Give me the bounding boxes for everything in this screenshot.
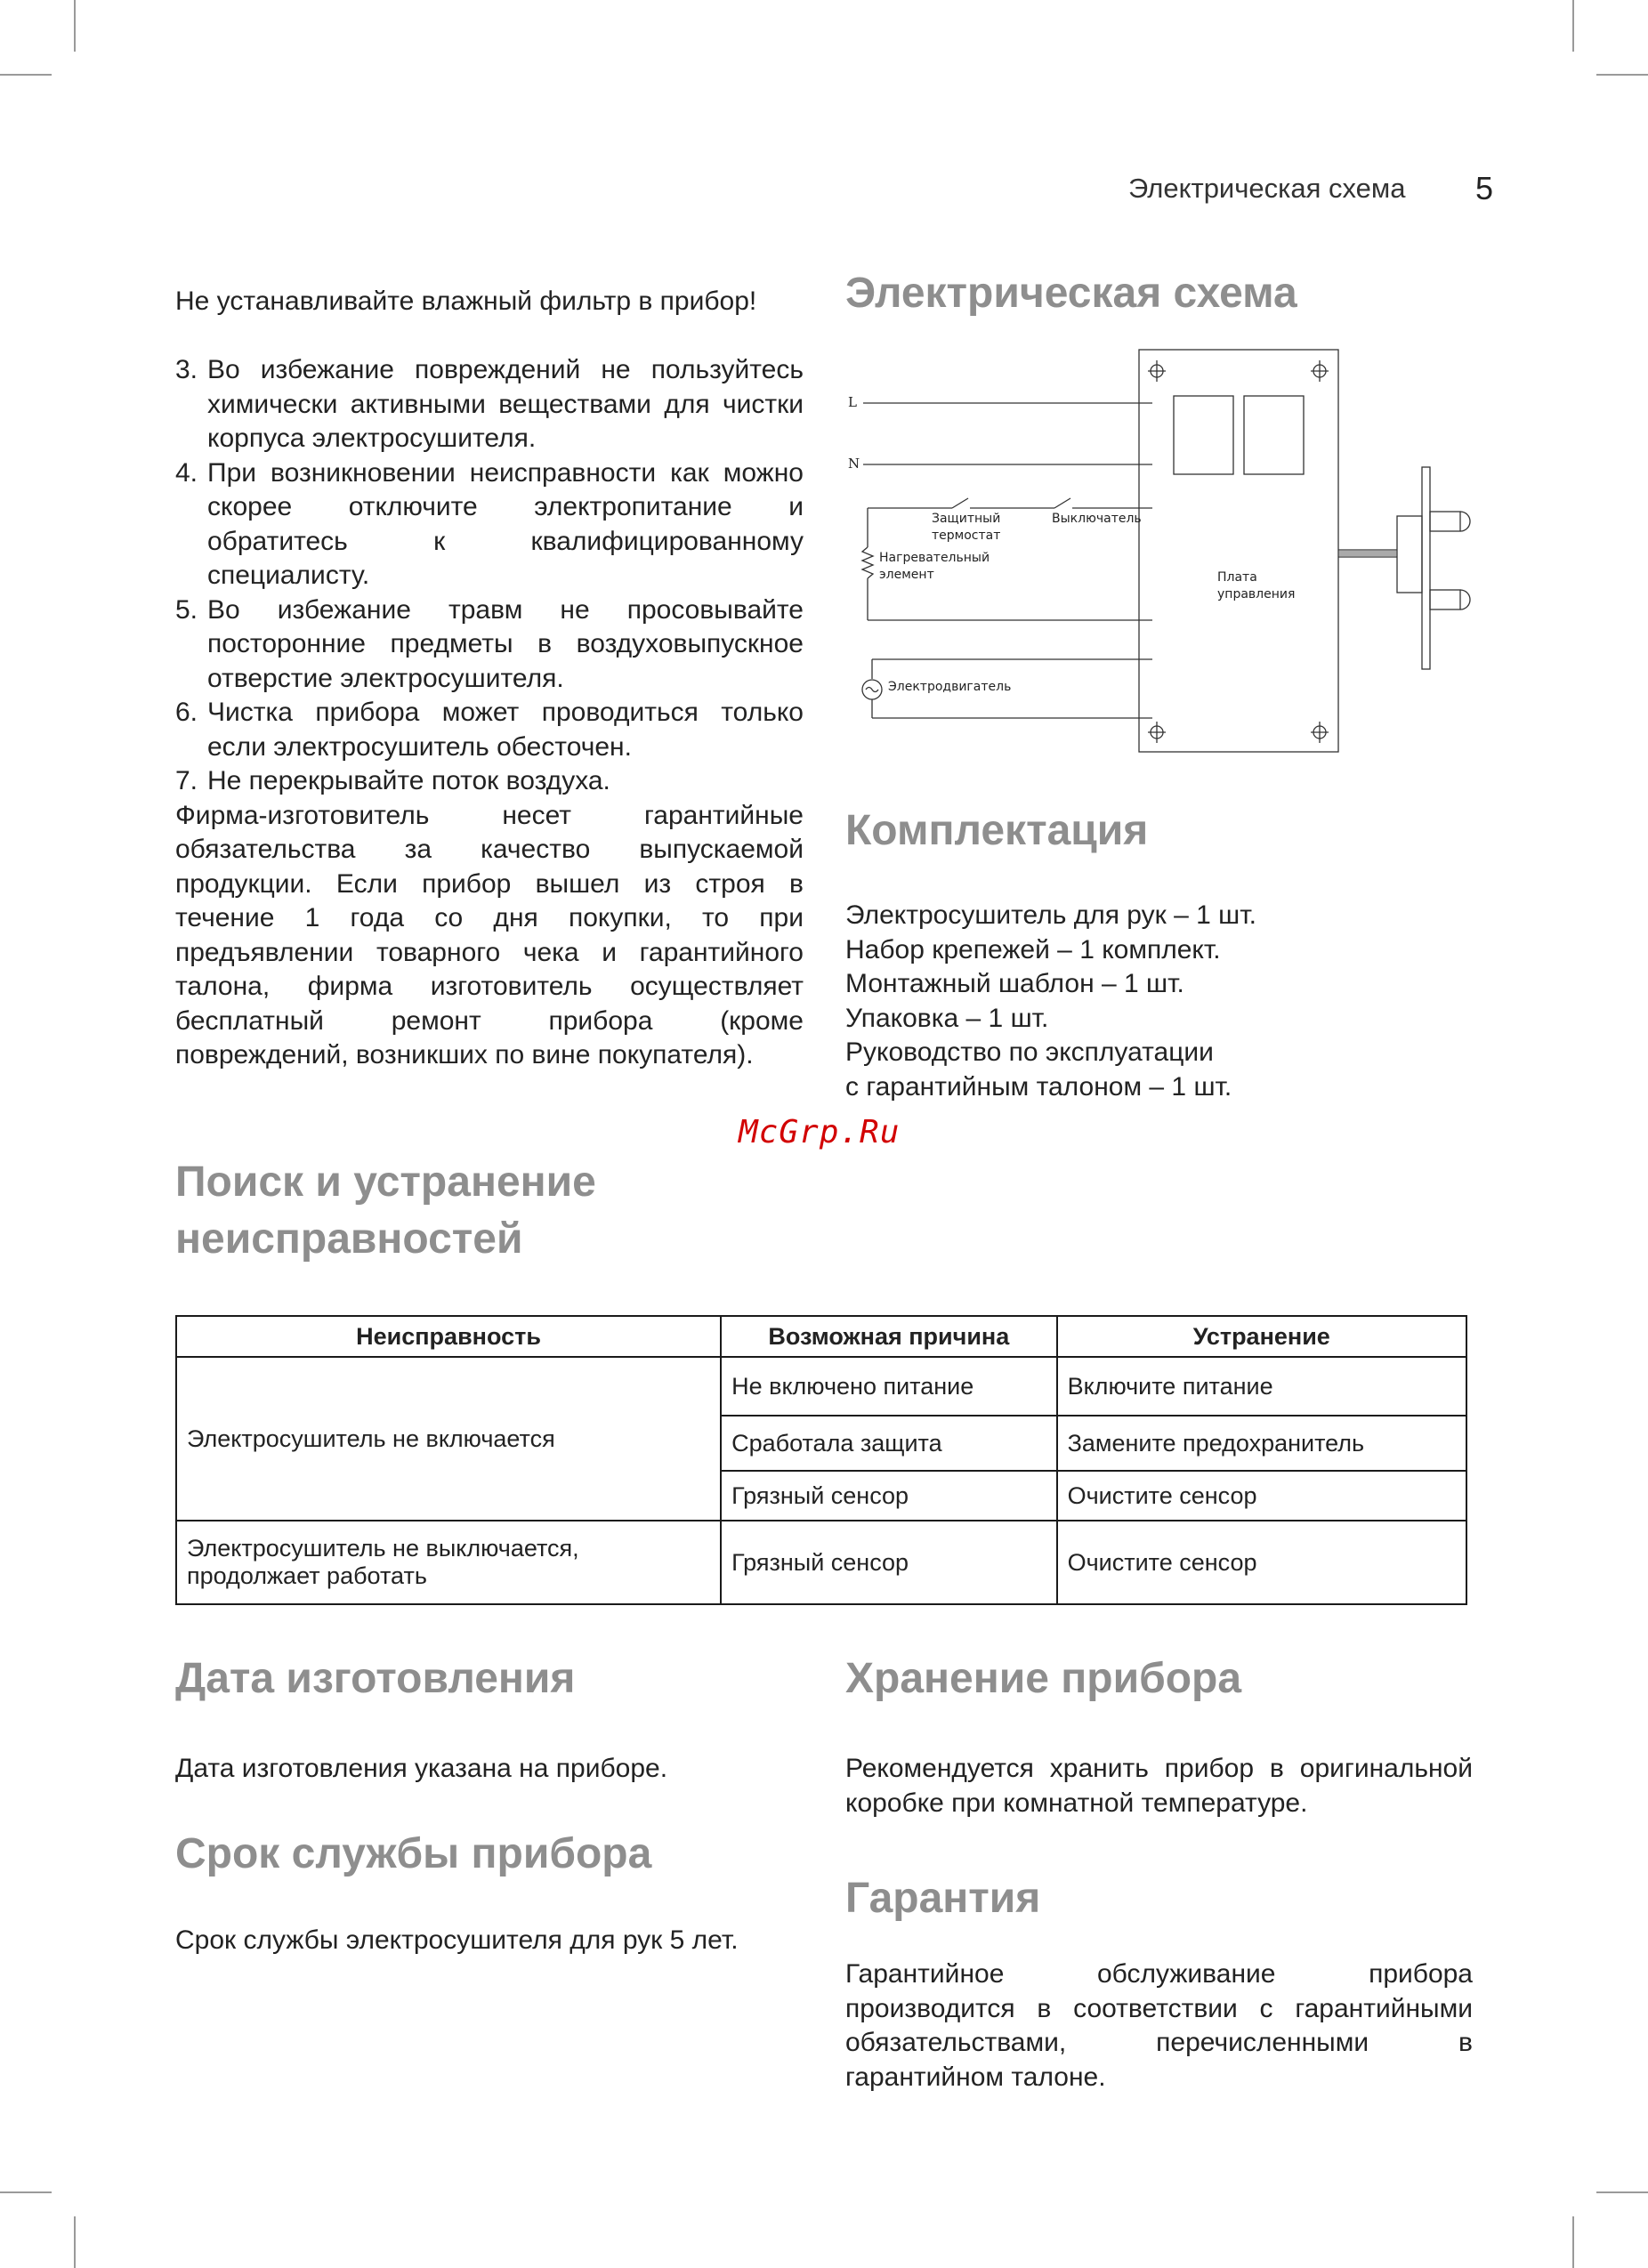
list-item: 4. При возникновении неисправности как можно скорее отключите электропитание и обратитесь к квалифицированному специалисту. (175, 457, 804, 590)
warranty-text: Гарантийное обслуживание прибора производится в соответствии с гарантийными обязательствами, перечисленными в гарантийном талоне. (845, 1959, 1473, 2092)
heater-label: элемент (879, 568, 934, 582)
page-number: 5 (1475, 170, 1494, 206)
relay-block (1244, 396, 1304, 474)
storage-text: Рекомендуется хранить прибор в оригинальной коробке при комнатной температуре. (845, 1754, 1473, 1818)
board-label: Плата (1217, 570, 1257, 585)
control-board-outline (1139, 350, 1338, 752)
crop-mark (1596, 2191, 1648, 2193)
crop-mark (0, 2191, 52, 2193)
storage-heading: Хранение прибора (845, 1655, 1242, 1702)
list-item: Упаковка – 1 шт. (845, 1003, 1049, 1033)
motor-label: Электродвигатель (888, 680, 1012, 694)
list-item: Монтажный шаблон – 1 шт. (845, 969, 1184, 998)
contents-heading: Комплектация (845, 807, 1149, 854)
table-header-row (176, 1316, 1466, 1357)
electrical-schematic (845, 343, 1486, 761)
cause-cell: Не включено питание (721, 1357, 1056, 1416)
sensor-led-icon (1430, 512, 1470, 531)
fix-cell: Очистите сенсор (1057, 1521, 1466, 1604)
mount-hole-icon (1148, 360, 1166, 382)
troubleshooting-table (175, 1315, 1467, 1605)
fix-cell: Включите питание (1057, 1357, 1466, 1416)
schematic-heading: Электрическая схема (845, 270, 1297, 317)
list-item: 6. Чистка прибора может проводиться только если электросушитель обесточен. (175, 698, 804, 762)
column-header: Возможная причина (721, 1316, 1056, 1357)
service-life-heading: Срок службы прибора (175, 1830, 652, 1877)
contents-list (845, 899, 1486, 1104)
sensor-shaft (1338, 552, 1397, 555)
list-item: Электросушитель для рук – 1 шт. (845, 900, 1256, 930)
list-item: 5. Во избежание травм не просовывайте посторонние предметы в воздуховыпускное отверстие электросушителя. (175, 594, 804, 693)
board-label: управления (1217, 587, 1296, 601)
neutral-label: N (848, 456, 860, 472)
crop-mark (1596, 74, 1648, 76)
troubleshooting-heading: Поиск и устранение неисправностей (175, 1158, 596, 1263)
relay-block (1174, 396, 1233, 474)
mount-hole-icon (1311, 722, 1329, 743)
crop-mark (1572, 2216, 1574, 2268)
cause-cell: Грязный сенсор (721, 1521, 1056, 1604)
mount-hole-icon (1148, 722, 1166, 743)
column-header: Неисправность (176, 1316, 721, 1357)
running-title: Электрическая схема (1128, 173, 1406, 204)
service-life-text: Срок службы электросушителя для рук 5 лет. (175, 1925, 739, 1955)
list-item: Руководство по эксплуатации (845, 1037, 1214, 1067)
warning-text: Не устанавливайте влажный фильтр в прибор! (175, 287, 757, 316)
fault-cell: Электросушитель не включается (176, 1357, 721, 1521)
table-row (176, 1357, 1466, 1416)
list-item: 3. Во избежание повреждений не пользуйтесь химически активными веществами для чистки корпуса электросушителя. (175, 355, 804, 453)
sensor-led-icon (1430, 590, 1470, 609)
list-item: Набор крепежей – 1 комплект. (845, 934, 1221, 965)
switch-label: Выключатель (1052, 512, 1142, 526)
crop-mark (74, 0, 76, 52)
crop-mark (74, 2216, 76, 2268)
column-header: Устранение (1057, 1316, 1466, 1357)
heater-label: Нагревательный (879, 551, 990, 565)
cause-cell: Сработала защита (721, 1416, 1056, 1471)
list-item: с гарантийным талоном – 1 шт. (845, 1071, 1232, 1102)
warranty-heading: Гарантия (845, 1875, 1041, 1922)
thermostat-label: термостат (932, 529, 1001, 543)
fault-cell: Электросушитель не выключается, продолжает работать (176, 1521, 721, 1604)
fix-cell: Очистите сенсор (1057, 1471, 1466, 1521)
instructions-list (175, 353, 804, 1073)
guarantee-paragraph: Фирма-изготовитель несет гарантийные обязательства за качество выпускаемой продукции. Если прибор вышел из строя в течение 1 года со дня покупки, то при предъявлении товарного чека и гарантийного талона, фирма изготовитель осуществляет бесплатный ремонт прибора (кроме повреждений, возникших по вине покупателя). (175, 800, 804, 1069)
fix-cell: Замените предохранитель (1057, 1416, 1466, 1471)
crop-mark (1572, 0, 1574, 52)
mount-hole-icon (1311, 360, 1329, 382)
watermark: McGrp.Ru (739, 1114, 901, 1150)
crop-mark (0, 74, 52, 76)
manufacture-date-heading: Дата изготовления (175, 1655, 576, 1702)
table-row (176, 1521, 1466, 1604)
line-label: L (848, 394, 857, 410)
manufacture-date-text: Дата изготовления указана на приборе. (175, 1754, 668, 1783)
list-item: 7. Не перекрывайте поток воздуха. (175, 766, 610, 795)
thermostat-label: Защитный (932, 512, 1001, 526)
sensor-bracket (1422, 467, 1430, 669)
cause-cell: Грязный сенсор (721, 1471, 1056, 1521)
